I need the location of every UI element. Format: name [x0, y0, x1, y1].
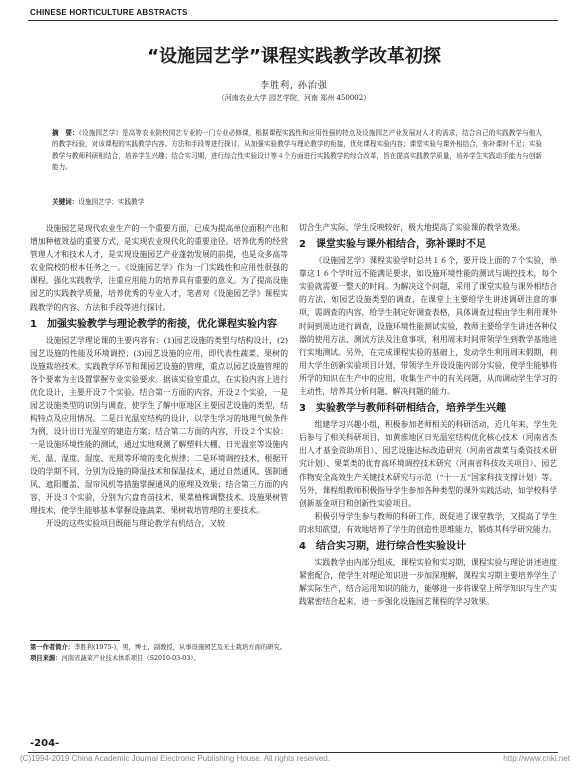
footnote-rule — [30, 640, 120, 641]
section-heading-1: 1 加强实验教学与理论教学的衔接，优化课程实验内容 — [30, 318, 277, 330]
keywords-block — [52, 197, 542, 208]
section-1-paragraph-end: 开设的这些实验项目既能与理论教学有机结合，又较 — [45, 518, 225, 528]
section-2-paragraph: 《设施园艺学》课程实验学时总共１６个，要开设上面的７个实验，单靠这１６个学时远不能满足要求，如设施环境性能的测试与调控技术，每个实验就需要一整天的时间。为解决这个问题，采用了课堂实验与课外相结合的方法，如园艺设施类型的调查，在课堂上主要给学生讲述调研注意的事项，需调查的内容，给学生制定好调查表格，具体调查过程由学生利用课外时间到周边进行调查，设施环境性能测试实验，教师主要给学生讲述各种仪器的使用方法、测试方法及注意事项，利用周末时间带领学生到教学基地进行实地测试。另外，在完成课程实验的基础上，发动学生利用周末假期，利用大学生创新实验项目计划，带领学生开设设施内部分实验，使学生能够将所学的知识在生产中的应用，收集生产中的有关问题，从而调动学生学习的主动性，培养其分析问题、解决问题的能力。 — [299, 256, 557, 397]
section-heading-2: 2 课堂实验与课外相结合，弥补课时不足 — [299, 239, 486, 251]
copyright-notice: (C)1994-2019 China Academic Journal Electronic Publishing House. All rights reserved. — [20, 754, 330, 763]
article-title: “设施园艺学”课程实践教学改革初探 — [147, 46, 441, 67]
keywords-label: 关键词： — [52, 198, 79, 206]
right-column — [299, 221, 557, 608]
footnote-author-label: 第一作者简介： — [30, 644, 75, 651]
footnote-author-text: 李胜利(1975-)，男，博士，副教授，从事设施园艺及无土栽培方面的研究。 — [74, 644, 287, 651]
header-rule — [28, 20, 558, 21]
footnote-project-label: 项目来源： — [30, 654, 62, 662]
article-authors: 李胜利, 孙治强 — [260, 81, 328, 91]
abstract-text: 《设施园艺学》是高等农业院校园艺专业的一门专业必修课，根据课程实践性和应用性强的特点及设施园艺产业发展对人才的需求，结合自己的实践教学与他人的教学经验，对该课程的实践教学内容、方法和手段等进行探讨，从加强实验教学与理论教学的衔接，优化课程实验内容；课堂实验与课外相结合，弥补课时不足；实验教学与教师科研相结合，培养学生兴趣；结合实习期，进行综合性实验设计等４个方面进行实践教学的综合改革，旨在提高实践教学质量，培养学生实践动手能力与创新能力。 — [52, 129, 542, 172]
keywords-text: 设施园艺学；实践教学 — [78, 198, 145, 206]
abstract-label: 摘 要： — [52, 129, 79, 137]
section-heading-4: 4 结合实习期，进行综合性实验设计 — [299, 540, 466, 552]
abstract-block — [52, 128, 542, 174]
intro-paragraph: 设施园艺是现代农业生产的一个重要方面，已成为提高单位面积产出和增加种植效益的重要方式，是实现农业现代化的重要途径。培养优秀的经营管理人才和技术人才，是实现设施园艺产业蓬勃发展的前提，也是众多高等农业院校的根本任务之一。《设施园艺学》作为一门实践性和应用性很强的课程，强化实践教学，注重应用能力的培养具有重要的意义。为了提高设施园艺的实践教学质量，培养优秀的专业人才，笔者对《设施园艺学》课程实践教学的内容、方法和手段等进行探讨。 — [30, 224, 288, 312]
section-3-paragraph-2: 积极引导学生参与教师的科研工作，既促进了课堂教学，又提高了学生的求知欲望，有效地培养了学生的创造性思维能力，锻炼其科学研究能力。 — [299, 511, 557, 534]
footnote — [30, 643, 288, 664]
footnote-project-text: 河南省蔬菜产业技术体系项目（S2010-03-03）。 — [61, 654, 200, 662]
left-column — [30, 222, 288, 530]
section-4-paragraph: 实践教学由内部分组成，课程实验和实习期，课程实验与理论讲述进度紧密配合，使学生对理论知识进一步加深理解，课程实习期主要培养学生了解实际生产，结合运用知识的能力，能够进一步将课堂上所学知识与生产实践紧密结合起来，进一步强化设施园艺课程的学习效果。 — [299, 557, 557, 607]
continued-paragraph: 切合生产实际，学生反映较好，极大地提高了实验课的教学效果。 — [299, 223, 526, 232]
section-3-paragraph: 组建学习兴趣小组，积极参加老师相关的科研活动，近几年来，学生先后参与了相关科研项目，如黄淮地区日光温室结构优化核心技术（河南省杰出人才基金资助项目）、园艺设施达标改造研究（河南省蔬菜与桑资技术研究计划）、果菜类的优育高环境调控技术研究（河南省科技攻关项目）、园艺作物安全高效生产关键技术研究与示范（“十一五”国家科技支撑计划）等。另外，课程组教师积极指导学生参加各种类型的课外实践活动，如学校科学创新基金项目和创新性实验项目。 — [299, 420, 557, 508]
section-1-paragraph: 设施园艺学理论课的主要内容有：(1)园艺设施的类型与结构设计，(2)园艺设施的性能及环境调控；(3)园艺设施的应用，即代表性蔬菜、果树的设施栽培技术。实践教学环节和课园艺设施的管理，重点以园艺设施管理的各个要素为主设置掌握专业实验要求。据该实验室重点，在实验内容上进行优化设计，主要开设７个实验。结合第一方面的内容，开设２个实验，一是园艺设施类型的识别与调查，使学生了解中原地区主要园艺设施的类型，结构特点及应用情况。二是日光温室结构的设计，以学生学习的地理气候条件为例，设计出日光温室的建造方案；结合第二方面的内容，开设２个实验：一是设施环境性能的测试，通过实地观测了解塑料大棚、日光温室等设施内光、温、湿度、湿度、光照等环境的变化规律；二是环境调控技术，根据开设的学期不同，分别为设施的降温技术和保温技术，通过自然通风、强制通风、遮阳覆盖、湿帘风机等措施掌握通风的原理及效果；结合第三方面的内容，开设３个实验，分别为穴盘育苗技术、果菜植株调整技术、设施果树管理技术，使学生能够基本掌握设施蔬菜、果树栽培管理的主要技术。 — [30, 335, 288, 515]
page-number: -204- — [30, 738, 60, 749]
section-heading-3: 3 实验教学与教师科研相结合，培养学生兴趣 — [299, 403, 506, 415]
journal-name: CHINESE HORTICULTURE ABSTRACTS — [30, 8, 188, 17]
footer-url: http://www.cnki.net — [503, 754, 570, 763]
article-affiliation: （河南农业大学 园艺学院，河南 郑州 450002） — [217, 94, 371, 102]
footer-rule — [28, 752, 558, 753]
